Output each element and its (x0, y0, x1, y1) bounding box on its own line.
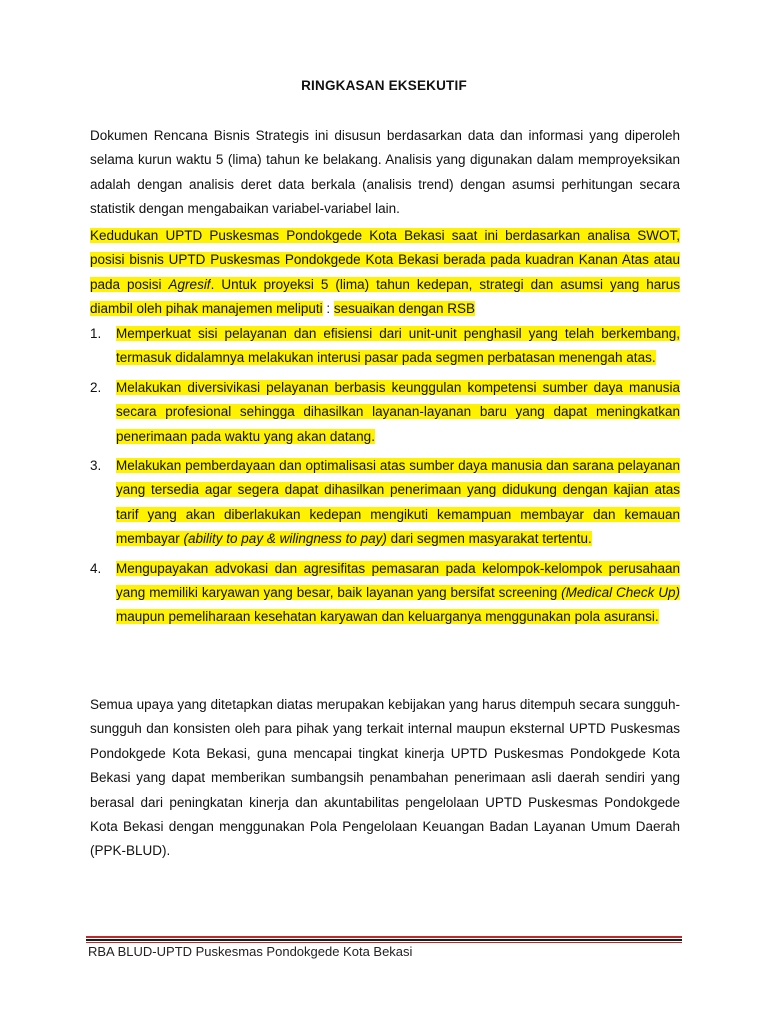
footer-rule-dark (86, 939, 682, 941)
position-paragraph (90, 224, 680, 322)
list-item (90, 557, 680, 630)
closing-paragraph: Semua upaya yang ditetapkan diatas merupakan kebijakan yang harus ditempuh secara sungguh-sungguh dan konsisten oleh para pihak yang terkait internal maupun eksternal UPTD Puskesmas Pondokgede Kota Bekasi, guna mencapai tingkat kinerja UPTD Puskesmas Pondokgede Kota Bekasi yang dapat memberikan sumbangsih penambahan penerimaan asli daerah sendiri yang berasal dari peningkatan kinerja dan akuntabilitas pengelolaan UPTD Puskesmas Pondokgede Kota Bekasi dengan menggunakan Pola Pengelolaan Keuangan Badan Layanan Umum Daerah (PPK-BLUD). (90, 697, 680, 859)
footer-rule-red (86, 936, 682, 938)
list-item-text: Melakukan diversivikasi pelayanan berbasis keunggulan kompetensi sumber daya manusia secara profesional sehingga dihasilkan layanan-layanan baru yang dapat meningkatkan penerimaan pada waktu yang akan datang. (116, 379, 680, 444)
list-item (90, 376, 680, 449)
list-item-italic: (Medical Check Up) (561, 585, 680, 601)
list-item-text-after: maupun pemeliharaan kesehatan karyawan dan keluarganya menggunakan pola asuransi. (116, 609, 659, 625)
position-note: sesuaikan dengan RSB (333, 301, 475, 317)
list-item-number: 3. (90, 458, 102, 474)
strategy-list (90, 322, 680, 630)
list-item-number: 1. (90, 326, 102, 341)
list-item-number: 2. (90, 379, 102, 395)
footer-text: RBA BLUD-UPTD Puskesmas Pondokgede Kota Bekasi (88, 944, 413, 959)
list-item-italic: (ability to pay & wilingness to pay) (183, 531, 387, 547)
page-title: RINGKASAN EKSEKUTIF (301, 78, 467, 93)
list-item-text: Mengupayakan advokasi dan agresifitas pemasaran pada kelompok-kelompok perusahaan yang memiliki karyawan yang besar, baik layanan yang bersifat screening (116, 560, 680, 601)
list-item-number: 4. (90, 560, 102, 576)
list-item (90, 454, 680, 552)
footer-rule-red-thin (86, 942, 682, 943)
position-text-before: Kedudukan UPTD Puskesmas Pondokgede Kota Bekasi saat ini berdasarkan analisa SWOT, posisi bisnis UPTD Puskesmas Pondokgede Kota Bekasi berada pada kuadran Kanan Atas atau pada posisi (90, 228, 680, 292)
list-item (90, 322, 680, 371)
position-colon: : (322, 301, 334, 317)
intro-paragraph: Dokumen Rencana Bisnis Strategis ini disusun berdasarkan data dan informasi yang diperoleh selama kurun waktu 5 (lima) tahun ke belakang. Analisis yang digunakan dalam memproyeksikan adalah dengan analisis deret data berkala (analisis trend) dengan asumsi perhitungan secara statistik dengan mengabaikan variabel-variabel lain. (90, 128, 680, 217)
list-item-text: Melakukan pemberdayaan dan optimalisasi atas sumber daya manusia dan sarana pelayanan yang tersedia agar segera dapat dihasilkan penerimaan yang didukung dengan kajian atas tarif yang akan diberlakukan kedepan mengikuti kemampuan membayar dan kemauan membayar (116, 458, 680, 547)
position-text-after: . Untuk proyeksi 5 (lima) tahun kedepan, strategi dan asumsi yang harus diambil oleh pihak manajemen meliputi (90, 276, 680, 317)
list-item-text: Memperkuat sisi pelayanan dan efisiensi dari unit-unit penghasil yang telah berkembang, termasuk didalamnya melakukan interusi pasar pada segmen perbatasan menengah atas. (116, 326, 680, 366)
list-item-text-after: dari segmen masyarakat tertentu. (386, 531, 592, 547)
position-text-italic: Agresif (168, 276, 211, 292)
